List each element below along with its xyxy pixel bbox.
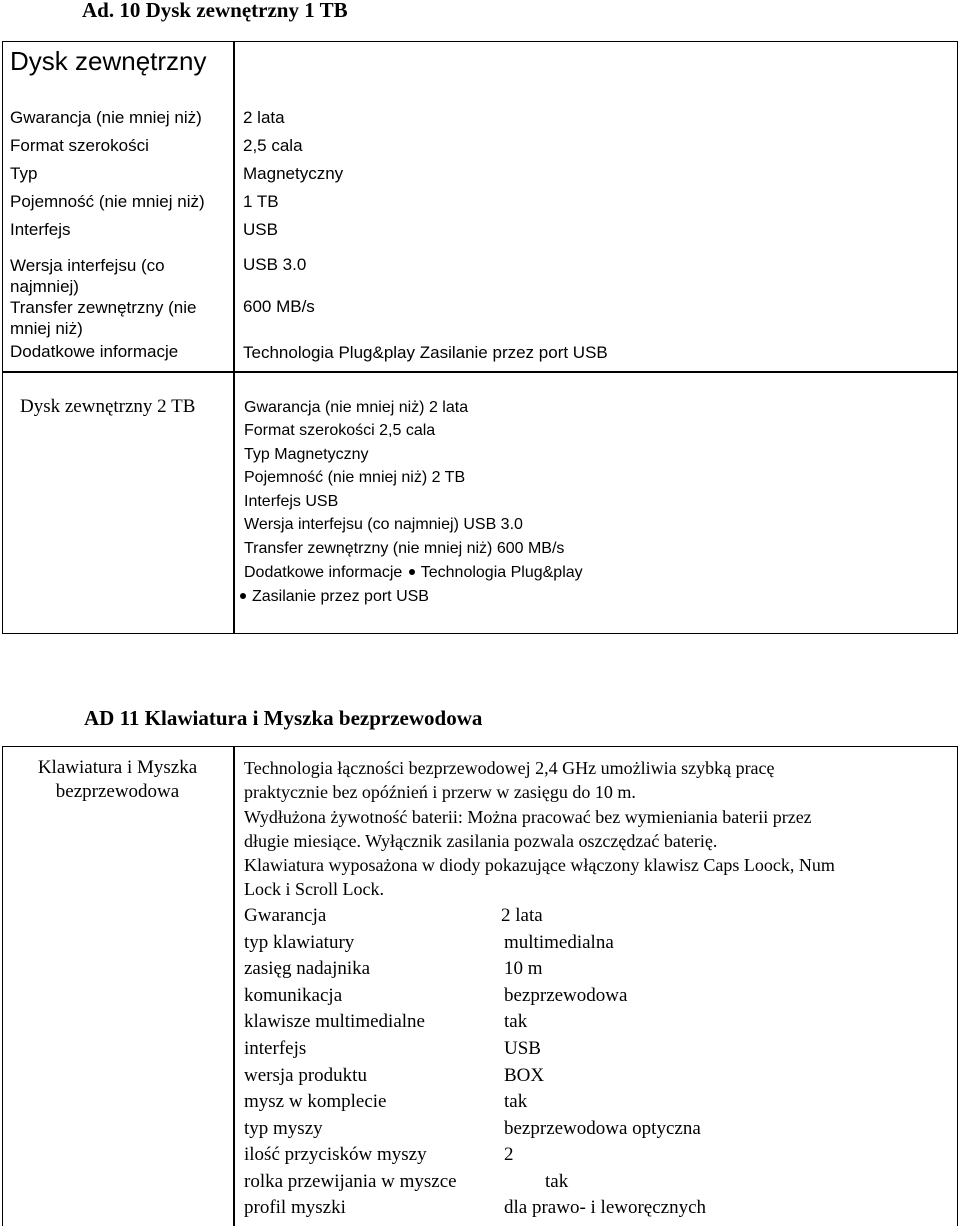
spec-label: wersja produktu [244, 1065, 367, 1086]
spec-value: 2 [504, 1144, 514, 1165]
extra-info-label: Dodatkowe informacje [244, 564, 403, 581]
spec-value: USB [504, 1038, 541, 1059]
spec-value: dla prawo- i leworęcznych [504, 1197, 707, 1218]
description-line: praktycznie bez opóźnień i przerw w zasięgu do 10 m. [244, 782, 636, 802]
spec-label: Gwarancja (nie mniej niż) [10, 108, 202, 127]
table-row-divider [2, 371, 958, 373]
product-label-line: Klawiatura i Myszka [37, 757, 198, 778]
spec-value: bezprzewodowa optyczna [504, 1118, 701, 1139]
product-label-keyboard [2, 756, 233, 804]
spec-line [244, 563, 583, 582]
spec-line: Interfejs USB [244, 493, 339, 510]
spec-label: komunikacja [244, 985, 343, 1006]
spec-value: tak [504, 1091, 528, 1112]
extra-info-item: Zasilanie przez port USB [252, 588, 429, 605]
description-line: długie miesiące. Wyłącznik zasilania pozwala oszczędzać baterię. [244, 831, 718, 851]
description-line: Wydłużona żywotność baterii: Można pracować bez wymieniania baterii przez [244, 807, 812, 827]
spec-value: 2 lata [243, 108, 285, 127]
spec-label: mysz w komplecie [244, 1091, 387, 1112]
spec-line: Gwarancja (nie mniej niż) 2 lata [244, 399, 469, 416]
spec-label: zasięg nadajnika [244, 958, 371, 979]
spec-line: Format szerokości 2,5 cala [244, 422, 436, 439]
spec-line: Pojemność (nie mniej niż) 2 TB [244, 469, 466, 486]
spec-label: Pojemność (nie mniej niż) [10, 192, 205, 211]
bullet-icon [409, 569, 415, 575]
description-line: Klawiatura wyposażona w diody pokazujące włączony klawisz Caps Loock, Num [244, 855, 835, 875]
spec-value: 2,5 cala [243, 136, 303, 155]
spec-value: BOX [504, 1065, 545, 1086]
description-line: Technologia łączności bezprzewodowej 2,4 GHz umożliwia szybką pracę [244, 758, 775, 778]
spec-label: Typ [10, 164, 38, 183]
spec-line: Wersja interfejsu (co najmniej) USB 3.0 [244, 516, 523, 533]
table-column-divider [233, 41, 235, 634]
product-label-2tb: Dysk zewnętrzny 2 TB [20, 396, 196, 417]
spec-label: Interfejs [10, 220, 71, 239]
spec-label: Format szerokości [10, 136, 149, 155]
spec-line: Transfer zewnętrzny (nie mniej niż) 600 MB/s [244, 540, 565, 557]
spec-label: Dodatkowe informacje [10, 342, 179, 361]
spec-value: tak [545, 1171, 569, 1192]
spec-value: USB [243, 220, 278, 239]
spec-label: Gwarancja [244, 905, 327, 926]
spec-label: rolka przewijania w myszce [244, 1171, 457, 1192]
spec-value: 2 lata [501, 905, 543, 926]
section-10-heading: Ad. 10 Dysk zewnętrzny 1 TB [82, 0, 348, 22]
spec-value: 1 TB [243, 192, 279, 211]
table-column-divider [233, 746, 235, 1226]
extra-info-item: Technologia Plug&play [420, 564, 583, 581]
spec-label: typ klawiatury [244, 932, 355, 953]
spec-line: Typ Magnetyczny [244, 446, 369, 463]
spec-label: Wersja interfejsu (co najmniej) [10, 256, 165, 296]
spec-value: Magnetyczny [243, 164, 344, 183]
spec-value: Technologia Plug&play Zasilanie przez port USB [243, 343, 608, 362]
spec-label: klawisze multimedialne [244, 1011, 425, 1032]
spec-label: profil myszki [244, 1197, 346, 1218]
spec-value: 600 MB/s [243, 297, 315, 316]
spec-value: USB 3.0 [243, 255, 307, 274]
spec-value: multimedialna [504, 932, 614, 953]
product-label-line: bezprzewodowa [55, 781, 180, 802]
product-title: Dysk zewnętrzny [10, 46, 207, 76]
spec-label: ilość przycisków myszy [244, 1144, 427, 1165]
spec-label: interfejs [244, 1038, 307, 1059]
spec-label: typ myszy [244, 1118, 323, 1139]
spec-label: Transfer zewnętrzny (nie mniej niż) [10, 298, 197, 338]
spec-value: tak [504, 1011, 528, 1032]
section-11-heading: AD 11 Klawiatura i Myszka bezprzewodowa [84, 706, 483, 730]
spec-value: bezprzewodowa [504, 985, 628, 1006]
spec-line [238, 587, 429, 606]
description-line: Lock i Scroll Lock. [244, 879, 384, 899]
bullet-icon [240, 593, 246, 599]
spec-value: 10 m [504, 958, 543, 979]
